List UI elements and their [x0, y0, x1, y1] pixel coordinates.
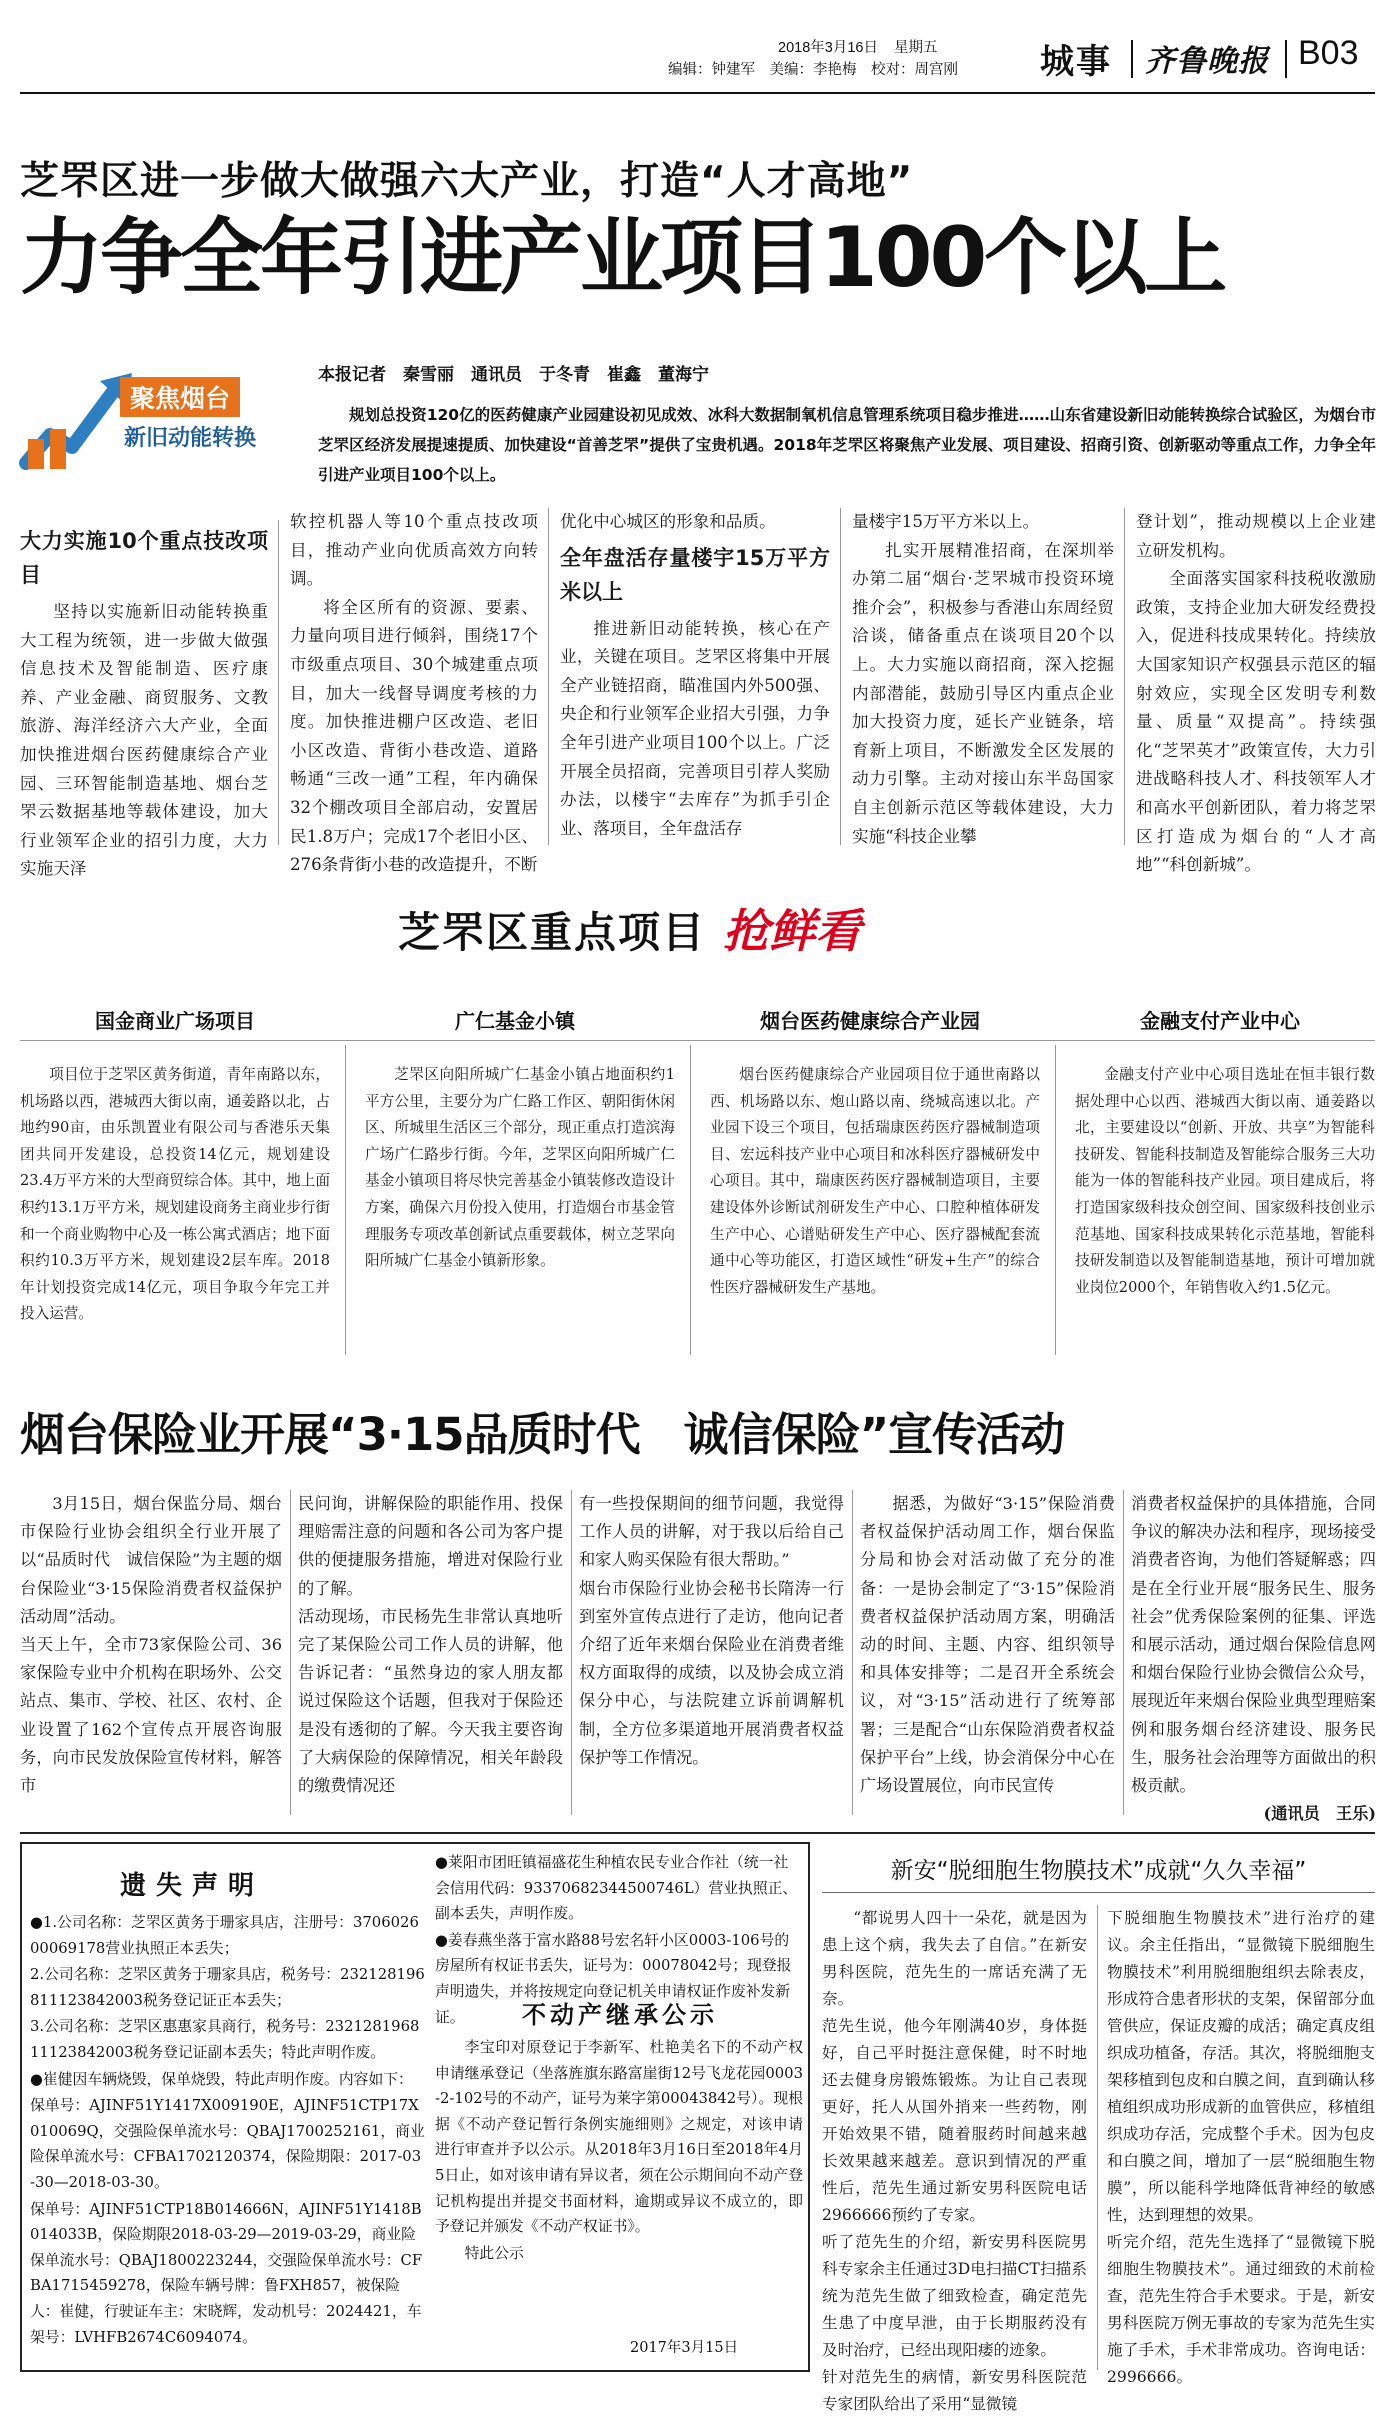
project-4-title: 金融支付产业中心: [1140, 1009, 1300, 1033]
projects-title: [398, 895, 862, 958]
ins-col-4-text: 据悉，为做好“3·15”保险消费者权益保护活动周工作，烟台保监分局和协会对活动做了充分的准备：一是协会制定了“3·15”保险消费者权益保护活动周方案，明确活动的时间、主题、内容、组织领导和具体安排等；二是召开全系统会议，对“3·15”活动进行了统筹部署；三是配合“山东保险消费者权益保护平台”上线，协会消保分中心在广场设置展位，向市民宣传: [860, 1494, 1115, 1796]
hospital-headline: 新安“脱细胞生物膜技术”成就“久久幸福”: [890, 1858, 1307, 1884]
hospital-col-2: [1107, 1905, 1375, 2386]
lead-paragraph: 规划总投资120亿的医药健康产业园建设初见成效、冰科大数据制氧机信息管理系统项目稳步推进……山东省建设新旧动能转换综合试验区，为烟台市芝罘区经济发展提速提质、加快建设“首善芝罘”提供了宝贵机遇。2018年芝罘区将聚焦产业发展、项目建设、招商引资、创新驱动等重点工作，力争全年引进产业项目100个以上。: [318, 406, 1377, 484]
ins-col-2-text: 民问询，讲解保险的职能作用、投保理赔需注意的问题和各公司为客户提供的便捷服务措施，增进对保险行业的了解。 活动现场，市民杨先生非常认真地听完了某保险公司工作人员的讲解，他告诉记者：“虽然身边的家人朋友都说过保险这个话题，但我对于保险还是没有透彻的了解。今天我主要咨询了大病保险的保障情况，相关年龄段的缴费情况还: [298, 1494, 563, 1796]
lost-item-4: ●崔健因车辆烧毁，保单烧毁，特此声明作废。内容如下：: [30, 2070, 413, 2088]
project-4-text: 金融支付产业中心项目选址在恒丰银行数据处理中心以西、港城西大街以南、通姜路以北，主要建设以“创新、开放、共享”为智能科技研发、智能科技制造及智能综合服务三大功能为一体的智能科技产业园。项目建成后，将打造国家级科技众创空间、国家级科技创业示范基地、国家科技成果转化示范基地，智能科技研发制造以及智能制造基地，预计可增加就业岗位2000个，年销售收入约1.5亿元。: [1075, 1066, 1375, 1296]
lost-item-2: 2.公司名称：芝罘区黄务于珊家具店，税务号：232128196811123842003税务登记证正本丢失；: [30, 1966, 425, 2009]
masthead-rule: [20, 92, 1375, 94]
ins-col-2: [298, 1490, 563, 1820]
col-rule: [345, 1045, 346, 1355]
divider-bar-2: [1285, 40, 1287, 78]
lost-notice-title: 遗失声明: [120, 1871, 265, 1901]
main-col-1-text: 坚持以实施新旧动能转换重大工程为统领，进一步做大做强信息技术及智能制造、医疗康养、产业金融、商贸服务、文教旅游、海洋经济六大产业，全面加快推进烟台医药健康综合产业园、三环智能制造基地、烟台芝罘云数据基地等载体建设，加大行业领军企业的招引力度，大力实施天泽: [20, 602, 268, 879]
ins-credit: (通讯员 王乐): [1263, 1804, 1376, 1824]
lost-item-6: 保单号：AJINF51CTP18B014666N，AJINF51Y1418B014033B，保险期限2018-03-29—2019-03-29，商业险保单流水号：QBAJ1800223244，交强险保单流水号：CFBA1715459278，保险车辆号牌：鲁FXH857，被保险人：崔健，行驶证车主：宋晓辉，发动机号：2024421，车架号：LVHFB2674C6094074。: [30, 2200, 423, 2346]
masthead: [0, 0, 1395, 90]
main-col-5b-text: 全面落实国家科技税收激励政策，支持企业加大研发经费投入，促进科技成果转化。持续放大国家知识产权强县示范区的辐射效应，实现全区发明专利数量、质量“双提高”。持续强化“芝罘英才”政策宣传，大力引进战略科技人才、科技领军人才和高水平创新团队，着力将芝罘区打造成为烟台的“人才高地”“科创新城”。: [1136, 569, 1376, 875]
col-rule: [571, 1490, 572, 1815]
section-label: 城事: [1040, 42, 1112, 82]
section-rule: [20, 1832, 1375, 1834]
ins-col-3-text: 有一些投保期间的细节问题，我觉得工作人员的讲解，对于我以后给自己和家人购买保险有很大帮助。” 烟台市保险行业协会秘书长隋涛一行到室外宣传点进行了走访，他向记者介绍了近年来烟台保险业在消费者维权方面取得的成绩，以及协会成立消保分中心，与法院建立诉前调解机制，全方位多渠道地开展消费者权益保护等工作情况。: [579, 1494, 844, 1767]
topic-badge: [20, 365, 280, 475]
col-rule: [1097, 1905, 1098, 2370]
notice-item-1: ●莱阳市团旺镇福盛花生种植农民专业合作社（统一社会信用代码：93370682344500746L）营业执照正、副本丢失，声明作废。: [435, 1854, 798, 1923]
hospital-col-2-text: 下脱细胞生物膜技术”进行治疗的建议。余主任指出，“显微镜下脱细胞生物膜技术”利用脱细胞组织去除表皮，形成符合患者形状的支架，保留部分血管供应，保证皮瓣的成活；确定真皮组织成功植备，存活。其次，将脱细胞支架移植到包皮和白膜之间，直到确认移植组织成功形成新的血管供应，移植组织成功存活，完成整个手术。因为包皮和白膜之间，增加了一层“脱细胞生物膜”，所以能科学地降低背神经的敏感性，达到理想的效果。 听完介绍，范先生选择了“显微镜下脱细胞生物膜技术”。通过细致的术前检查，范先生符合手术要求。于是，新安男科医院万例无事故的专家为范先生实施了手术，手术非常成功。咨询电话：2996666。: [1107, 1909, 1375, 2386]
projects-rule: [20, 1040, 1375, 1041]
ins-col-3: [579, 1490, 844, 1820]
lost-item-5: 保单号：AJINF51Y1417X009190E，AJINF51CTP17X010069Q，交强险保单流水号：QBAJ1700252161，商业险保单流水号：CFBA1702120374，保险期限：2017-03-30—2018-03-30。: [30, 2097, 425, 2191]
project-2-title: 广仁基金小镇: [455, 1009, 575, 1033]
col-rule: [852, 1490, 853, 1815]
heir-notice-text: 李宝印对原登记于李新军、杜艳美名下的不动产权申请继承登记（坐落旌旗东路富崖街12号飞龙花园0003-2-102号的不动产，证号为莱字第00043842号）。现根据《不动产登记暂行条例实施细则》之规定，对该申请进行审查并予以公示。从2018年3月16日至2018年4月5日止，如对该申请有异议者，须在公示期间向不动产登记机构提出并提交书面材料，逾期或异议不成立的，即予登记并颁发《不动产权证书》。: [435, 2039, 803, 2236]
col-rule: [840, 508, 841, 845]
hospital-col-1: [822, 1905, 1087, 2413]
col-rule: [690, 1045, 691, 1355]
paper-logo: 齐鲁晚报: [1145, 44, 1269, 79]
heir-notice-body: [435, 2035, 803, 2325]
main-col-1: [20, 520, 268, 879]
ins-col-5-text: 消费者权益保护的具体措施，合同争议的解决办法和程序，现场接受消费者咨询，为他们答疑解惑；四是在全行业开展“服务民生、服务社会”优秀保险案例的征集、评选和展示活动，通过烟台保险信息网和烟台保险行业协会微信公众号，展现近年来烟台保险业典型理赔案例和服务烟台经济建设、服务民生，服务社会治理等方面做出的积极贡献。: [1131, 1494, 1376, 1796]
byline: 本报记者 秦雪丽 通讯员 于冬青 崔鑫 董海宁: [318, 365, 709, 385]
hospital-col-1-text: “都说男人四十一朵花，就是因为患上这个病，我失去了自信。”在新安男科医院，范先生的一席话充满了无奈。 范先生说，他今年刚满40岁，身体挺好，自己平时挺注意保健，时不时地还去健身房锻炼锻炼。为让自己表现更好，托人从国外捎来一些药物，刚开始效果不错，随着服药时间越来越长效果越来越差。意识到情况的严重性后，范先生通过新安男科医院电话2966666预约了专家。 听了范先生的介绍，新安男科医院男科专家余主任通过3D电扫描CT扫描系统为范先生做了细致检查，确定范先生患了中度早泄，由于长期服药没有及时治疗，已经出现阳痿的迹象。 针对范先生的病情，新安男科医院范专家团队给出了采用“显微镜: [822, 1909, 1087, 2413]
ins-col-4: [860, 1490, 1115, 1820]
heir-notice-title: 不动产继承公示: [522, 2000, 718, 2029]
main-col-5a-text: 登计划”，推动规模以上企业建立研发机构。: [1136, 512, 1376, 560]
divider-bar-1: [1131, 40, 1133, 78]
project-4-card: [1075, 1062, 1375, 1301]
col-rule: [1124, 508, 1125, 845]
main-col-2b-text: 将全区所有的资源、要素、力量向项目进行倾斜，围绕17个市级重点项目、30个城建重点项目，加大一线督导调度考核的力度。加快推进棚户区改造、老旧小区改造、背街小巷改造、道路畅通“三改一通”工程，年内确保32个棚改项目全部启动，安置居民1.8万户；完成17个老旧小区、276条背街小巷的改造提升，不断: [290, 597, 538, 875]
subhead-tech-projects: 大力实施10个重点技改项目: [20, 529, 268, 587]
ins-col-1-text: 3月15日，烟台保监分局、烟台市保险行业协会组织全行业开展了以“品质时代 诚信保险”为主题的烟台保险业“3·15保险消费者权益保护活动周”活动。 当天上午，全市73家保险公司、36家保险专业中介机构在职场外、公交站点、集市、学校、社区、农村、企业设置了162个宣传点开展咨询服务，向市民发放保险宣传材料，解答市: [20, 1494, 282, 1796]
heir-notice-sign: 特此公示: [464, 2244, 524, 2262]
projects-title-text: 芝罘区重点项目: [398, 908, 707, 957]
subhead-building-stock: 全年盘活存量楼宇15万平方米以上: [560, 545, 830, 604]
insurance-headline: 烟台保险业开展“3·15品质时代 诚信保险”宣传活动: [20, 1408, 1065, 1461]
project-3-card: [710, 1062, 1040, 1301]
main-headline: 力争全年引进产业项目100个以上: [20, 209, 1225, 306]
hospital-rule: [822, 1892, 1375, 1893]
col-rule: [548, 508, 549, 845]
notice-item-2: ●姜春燕坐落于富水路88号宏名轩小区0003-106号的房屋所有权证书丢失，证号为：00078042号；现登报声明遗失，并将按规定向登记机关申请权证作废补发新证。: [435, 1931, 792, 2026]
col-rule: [1055, 1045, 1056, 1355]
ins-col-1: [20, 1490, 282, 1820]
heir-notice-date: 2017年3月15日: [630, 2340, 739, 2356]
main-col-5: [1136, 508, 1376, 875]
projects-title-accent: 抢鲜看: [723, 904, 862, 958]
main-col-4b-text: 扎实开展精准招商，在深圳举办第二届“烟台·芝罘城市投资环境推介会”，积极参与香港山东周经贸洽谈，储备重点在谈项目20个以上。大力实施以商招商，深入挖掘内部潜能，鼓励引导区内重点企业加大投资力度，延长产业链条，培育新上项目，不断激发全区发展的动力引擎。主动对接山东半岛国家自主创新示范区等载体建设，大力实施“科技企业攀: [852, 540, 1114, 846]
main-col-4a-text: 量楼宇15万平方米以上。: [852, 512, 1040, 531]
main-col-4: [852, 508, 1114, 850]
issue-date: [778, 36, 937, 57]
main-col-2: [290, 508, 538, 875]
weekday-text: 星期五: [893, 40, 938, 56]
project-1-text: 项目位于芝罘区黄务街道，青年南路以东，机场路以西，港城西大街以南，通姜路以北，占地约90亩，由乐凯置业有限公司与香港乐天集团共同开发建设，总投资14亿元，规划建设23.4万平方米的大型商贸综合体。其中，地上面积约13.1万平方米，规划建设商务主商业步行街和一个商业购物中心及一栋公寓式酒店；地下面积约10.3万平方米，规划建设2层车库。2018年计划投资完成14亿元，项目争取今年完工并投入运营。: [20, 1066, 330, 1323]
kicker: 芝罘区进一步做大做强六大产业，打造“人才高地”: [20, 159, 914, 204]
col-rule: [278, 520, 279, 845]
col-rule: [1123, 1490, 1124, 1815]
main-col-2a-text: 软控机器人等10个重点技改项目，推动产业向优质高效方向转调。: [290, 512, 538, 589]
page-number: B03: [1298, 34, 1359, 72]
col-rule: [290, 1490, 291, 1815]
date-text: 2018年3月16日: [778, 40, 878, 56]
editors-line: 编辑：钟建军 美编：李艳梅 校对：周宫刚: [668, 62, 958, 78]
main-col-3b-text: 推进新旧动能转换，核心在产业，关键在项目。芝罘区将集中开展全产业链招商，瞄准国内外500强、央企和行业领军企业招大引强，力争全年引进产业项目100个以上。广泛开展全员招商，完善项目引荐人奖励办法，以楼宇“去库存”为抓手引企业、落项目，全年盘活存: [560, 618, 830, 838]
badge-subtitle: 新旧动能转换: [124, 426, 257, 451]
lost-item-1: ●1.公司名称：芝罘区黄务于珊家具店，注册号：370602600069178营业执照正本丢失；: [30, 1914, 419, 1957]
project-1-title: 国金商业广场项目: [95, 1009, 255, 1033]
main-col-3: [560, 508, 830, 850]
ins-col-5: [1131, 1490, 1376, 1824]
project-2-card: [365, 1062, 675, 1275]
project-3-title: 烟台医药健康综合产业园: [760, 1009, 980, 1033]
badge-title: 聚焦烟台: [120, 377, 240, 417]
project-2-text: 芝罘区向阳所城广仁基金小镇占地面积约1平方公里，主要分为广仁路工作区、朝阳街休闲区、所城里生活区三个部分，现正重点打造滨海广场广仁路步行街。今年，芝罘区向阳所城广仁基金小镇项目将尽快完善基金小镇装修改造设计方案，确保六月份投入使用，打造烟台市基金管理服务专项改革创新试点重要载体，树立芝罘向阳所城广仁基金小镇新形象。: [365, 1066, 675, 1270]
main-col-3a-text: 优化中心城区的形象和品质。: [560, 512, 776, 531]
lost-notice-col: [30, 1910, 425, 2365]
lost-item-3: 3.公司名称：芝罘区惠惠家具商行，税务号：232128196811123842003税务登记证副本丢失；特此声明作废。: [30, 2018, 420, 2061]
project-3-text: 烟台医药健康综合产业园项目位于通世南路以西、机场路以东、炮山路以南、绕城高速以北。产业园下设三个项目，包括瑞康医药医疗器械制造项目、宏远科技产业中心项目和冰科医疗器械研发中心项目。其中，瑞康医药医疗器械制造项目，主要建设体外诊断试剂研发生产中心、口腔种植体研发生产中心、心谱贴研发生产中心、医疗器械配套流通中心等功能区，打造区域性“研发+生产”的综合性医疗器械研发生产基地。: [710, 1066, 1040, 1296]
project-1-card: [20, 1062, 330, 1328]
